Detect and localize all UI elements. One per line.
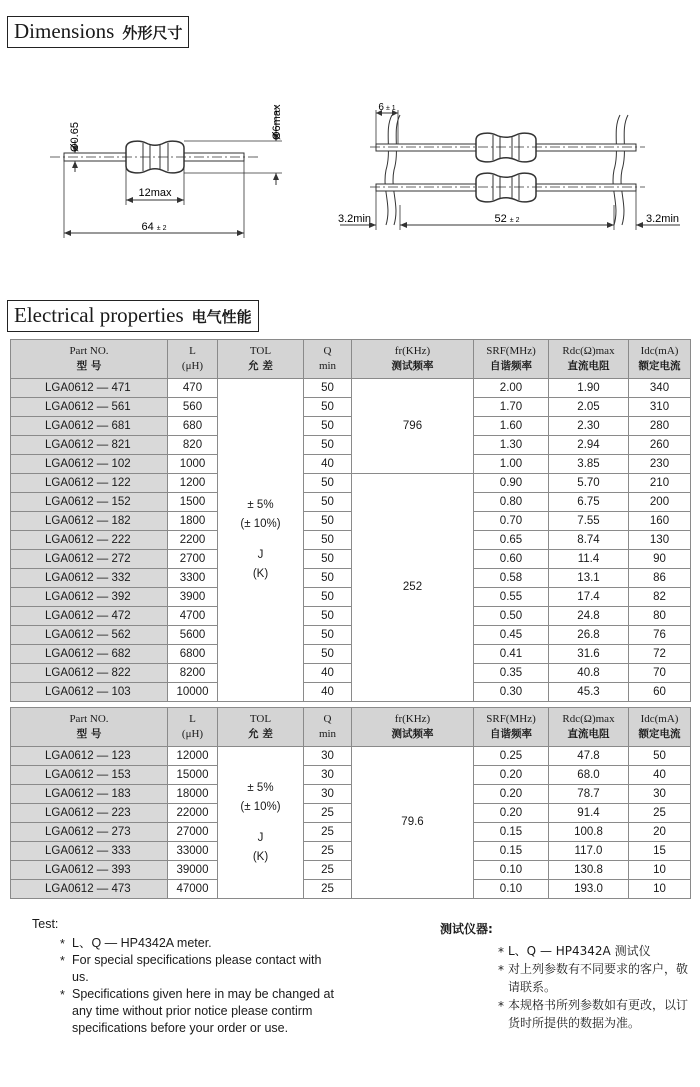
part-number-cell: LGA0612 — 182 (11, 512, 168, 531)
part-number-cell: LGA0612 — 183 (11, 785, 168, 804)
header-fr-en: fr(KHz) (394, 345, 431, 357)
header-part-zh: 型 号 (76, 728, 102, 740)
header-part (11, 340, 168, 379)
header-idc (629, 340, 691, 379)
inductance-cell: 3900 (168, 588, 218, 607)
rdc-cell: 6.75 (549, 493, 629, 512)
idc-cell: 10 (629, 861, 691, 880)
rdc-cell: 130.8 (549, 861, 629, 880)
test-note-zh-item: * L、Q — HP4342A 测试仪 (498, 942, 690, 960)
header-rdc-en: Rdc(Ω)max (562, 713, 615, 725)
header-idc-en: Idc(mA) (640, 713, 679, 725)
part-number-cell: LGA0612 — 223 (11, 804, 168, 823)
inductance-cell: 470 (168, 379, 218, 398)
tape-left-label: 3.2min (338, 213, 372, 225)
tolerance-cell (218, 747, 304, 899)
idc-cell: 210 (629, 474, 691, 493)
test-notes-list (60, 935, 334, 1037)
idc-cell: 82 (629, 588, 691, 607)
inductance-cell: 820 (168, 436, 218, 455)
part-number-cell: LGA0612 — 392 (11, 588, 168, 607)
part-number-cell: LGA0612 — 103 (11, 683, 168, 702)
total-length-label: 64 ± 2 (141, 221, 167, 233)
tolerance-line: (K) (252, 850, 269, 863)
table-row (11, 455, 691, 474)
tolerance-line: (± 10%) (240, 518, 281, 530)
table-row (11, 398, 691, 417)
rdc-cell: 8.74 (549, 531, 629, 550)
srf-cell: 0.65 (474, 531, 549, 550)
header-l-unit: (μH) (181, 728, 204, 740)
tolerance-line: (± 10%) (240, 800, 281, 813)
rdc-cell: 5.70 (549, 474, 629, 493)
q-cell: 50 (304, 398, 352, 417)
srf-cell: 0.15 (474, 823, 549, 842)
table-row (11, 861, 691, 880)
inductance-cell: 4700 (168, 607, 218, 626)
table-row (11, 474, 691, 493)
idc-cell: 20 (629, 823, 691, 842)
header-srf (474, 340, 549, 379)
table-row (11, 766, 691, 785)
spec-table-1 (10, 339, 691, 702)
part-number-cell: LGA0612 — 272 (11, 550, 168, 569)
inductance-cell: 27000 (168, 823, 218, 842)
srf-cell: 1.30 (474, 436, 549, 455)
header-srf-zh: 自谐频率 (490, 360, 532, 372)
idc-cell: 15 (629, 842, 691, 861)
rdc-cell: 26.8 (549, 626, 629, 645)
inductance-cell: 1000 (168, 455, 218, 474)
q-cell: 25 (304, 880, 352, 899)
idc-cell: 230 (629, 455, 691, 474)
srf-cell: 0.20 (474, 804, 549, 823)
header-srf-en: SRF(MHz) (486, 713, 536, 725)
table-row (11, 747, 691, 766)
tape-right-label: 3.2min (646, 213, 680, 225)
srf-cell: 0.60 (474, 550, 549, 569)
tolerance-line: J (257, 831, 264, 844)
inductance-cell: 12000 (168, 747, 218, 766)
srf-cell: 0.35 (474, 664, 549, 683)
test-notes-en (34, 916, 334, 1037)
table-row (11, 626, 691, 645)
idc-cell: 130 (629, 531, 691, 550)
header-l-en: L (189, 713, 196, 725)
part-number-cell: LGA0612 — 333 (11, 842, 168, 861)
tolerance-line: (K) (252, 568, 269, 580)
header-q-en: Q (323, 345, 332, 357)
rdc-cell: 40.8 (549, 664, 629, 683)
srf-cell: 0.41 (474, 645, 549, 664)
srf-cell: 0.30 (474, 683, 549, 702)
electrical-title-en: Electrical properties (14, 303, 184, 327)
part-number-cell: LGA0612 — 682 (11, 645, 168, 664)
header-q (304, 340, 352, 379)
test-note-item: * L、Q — HP4342A meter. (60, 935, 334, 952)
part-number-cell: LGA0612 — 472 (11, 607, 168, 626)
inductance-cell: 1800 (168, 512, 218, 531)
header-idc-zh: 额定电流 (638, 728, 681, 740)
srf-cell: 0.45 (474, 626, 549, 645)
spec-table-2 (10, 707, 691, 899)
header-q-unit: min (318, 360, 337, 372)
table-row (11, 683, 691, 702)
srf-cell: 2.00 (474, 379, 549, 398)
srf-cell: 0.20 (474, 785, 549, 804)
q-cell: 30 (304, 785, 352, 804)
idc-cell: 25 (629, 804, 691, 823)
idc-cell: 280 (629, 417, 691, 436)
rdc-cell: 78.7 (549, 785, 629, 804)
q-cell: 40 (304, 455, 352, 474)
header-fr-zh: 测试频率 (391, 360, 434, 372)
q-cell: 25 (304, 823, 352, 842)
header-rdc-zh: 直流电阻 (567, 728, 610, 740)
srf-cell: 0.20 (474, 766, 549, 785)
body-diameter-label: Ø6max (271, 104, 283, 140)
header-srf-en: SRF(MHz) (486, 345, 536, 357)
header-tol (218, 708, 304, 747)
idc-cell: 50 (629, 747, 691, 766)
spec-table-2-body (11, 747, 691, 899)
rdc-cell: 2.30 (549, 417, 629, 436)
q-cell: 50 (304, 607, 352, 626)
table-row (11, 880, 691, 899)
q-cell: 50 (304, 531, 352, 550)
inductance-cell: 18000 (168, 785, 218, 804)
table-row (11, 493, 691, 512)
rdc-cell: 68.0 (549, 766, 629, 785)
inductance-cell: 47000 (168, 880, 218, 899)
header-part-en: Part NO. (69, 345, 109, 357)
table-row (11, 645, 691, 664)
rdc-cell: 17.4 (549, 588, 629, 607)
table-row (11, 569, 691, 588)
header-tol-en: TOL (249, 345, 272, 357)
span-label: 52 ± 2 (494, 213, 520, 225)
header-part-zh: 型 号 (76, 360, 102, 372)
header-tol-zh: 允 差 (248, 360, 273, 372)
test-notes-zh-label: 测试仪器: (440, 922, 493, 936)
part-number-cell: LGA0612 — 153 (11, 766, 168, 785)
q-cell: 50 (304, 493, 352, 512)
tolerance-line: ± 5% (247, 499, 274, 511)
inductance-cell: 680 (168, 417, 218, 436)
srf-cell: 0.10 (474, 861, 549, 880)
inductance-cell: 10000 (168, 683, 218, 702)
test-note-zh-item: * 对上列参数有不同要求的客户，敬请联系。 (498, 960, 690, 996)
idc-cell: 310 (629, 398, 691, 417)
table-row (11, 607, 691, 626)
tolerance-cell (218, 379, 304, 702)
part-number-cell: LGA0612 — 821 (11, 436, 168, 455)
inductance-cell: 6800 (168, 645, 218, 664)
header-rdc-en: Rdc(Ω)max (562, 345, 615, 357)
header-fr (352, 340, 474, 379)
body-length-label: 12max (138, 187, 172, 199)
idc-cell: 10 (629, 880, 691, 899)
idc-cell: 60 (629, 683, 691, 702)
q-cell: 30 (304, 747, 352, 766)
rdc-cell: 13.1 (549, 569, 629, 588)
q-cell: 50 (304, 417, 352, 436)
table-row (11, 550, 691, 569)
header-l-en: L (189, 345, 196, 357)
test-note-zh-item: * 本规格书所列参数如有更改，以订货时所提供的数据为准。 (498, 996, 690, 1032)
inductance-cell: 33000 (168, 842, 218, 861)
srf-cell: 0.90 (474, 474, 549, 493)
srf-cell: 0.55 (474, 588, 549, 607)
table-row (11, 531, 691, 550)
rdc-cell: 31.6 (549, 645, 629, 664)
part-number-cell: LGA0612 — 123 (11, 747, 168, 766)
q-cell: 50 (304, 436, 352, 455)
inductance-cell: 8200 (168, 664, 218, 683)
idc-cell: 260 (629, 436, 691, 455)
header-rdc-zh: 直流电阻 (567, 360, 610, 372)
rdc-cell: 100.8 (549, 823, 629, 842)
q-cell: 25 (304, 861, 352, 880)
table-row (11, 785, 691, 804)
inductance-cell: 39000 (168, 861, 218, 880)
table-row (11, 588, 691, 607)
test-note-item: * Specifications given here in may be changed at any time without prior notice please contirm specifications before your order or use. (60, 986, 334, 1037)
idc-cell: 40 (629, 766, 691, 785)
table-row (11, 436, 691, 455)
dimensions-title-en: Dimensions (14, 19, 115, 43)
table-row (11, 823, 691, 842)
srf-cell: 0.15 (474, 842, 549, 861)
part-number-cell: LGA0612 — 332 (11, 569, 168, 588)
rdc-cell: 7.55 (549, 512, 629, 531)
part-number-cell: LGA0612 — 152 (11, 493, 168, 512)
test-frequency-cell: 252 (352, 474, 474, 702)
idc-cell: 76 (629, 626, 691, 645)
rdc-cell: 193.0 (549, 880, 629, 899)
idc-cell: 200 (629, 493, 691, 512)
part-number-cell: LGA0612 — 822 (11, 664, 168, 683)
tolerance-line: J (257, 549, 264, 561)
test-notes-label: Test: (32, 917, 59, 931)
electrical-title-zh: 电气性能 (191, 308, 252, 326)
srf-cell: 1.70 (474, 398, 549, 417)
srf-cell: 1.60 (474, 417, 549, 436)
test-notes-zh (440, 920, 690, 1032)
pitch-label: 6 ± 1 (378, 102, 396, 113)
header-l (168, 340, 218, 379)
rdc-cell: 11.4 (549, 550, 629, 569)
header-idc-zh: 额定电流 (638, 360, 681, 372)
idc-cell: 30 (629, 785, 691, 804)
header-idc (629, 708, 691, 747)
part-number-cell: LGA0612 — 473 (11, 880, 168, 899)
q-cell: 50 (304, 569, 352, 588)
inductance-cell: 3300 (168, 569, 218, 588)
part-number-cell: LGA0612 — 471 (11, 379, 168, 398)
part-number-cell: LGA0612 — 561 (11, 398, 168, 417)
header-tol-zh: 允 差 (248, 728, 273, 740)
inductance-cell: 560 (168, 398, 218, 417)
rdc-cell: 117.0 (549, 842, 629, 861)
inductance-cell: 5600 (168, 626, 218, 645)
rdc-cell: 2.05 (549, 398, 629, 417)
table-header-row (11, 340, 691, 379)
header-q-en: Q (323, 713, 332, 725)
inductance-cell: 15000 (168, 766, 218, 785)
test-frequency-cell: 796 (352, 379, 474, 474)
spec-table-1-body (11, 379, 691, 702)
header-l (168, 708, 218, 747)
inductance-cell: 2700 (168, 550, 218, 569)
table-row (11, 804, 691, 823)
rdc-cell: 3.85 (549, 455, 629, 474)
q-cell: 50 (304, 474, 352, 493)
rdc-cell: 1.90 (549, 379, 629, 398)
lead-diameter-label: Ø0.65 (69, 122, 81, 152)
q-cell: 30 (304, 766, 352, 785)
single-inductor-drawing (0, 90, 300, 250)
srf-cell: 1.00 (474, 455, 549, 474)
header-tol (218, 340, 304, 379)
test-note-item: * For special specifications please contact with us. (60, 952, 334, 986)
rdc-cell: 2.94 (549, 436, 629, 455)
table-row (11, 842, 691, 861)
idc-cell: 90 (629, 550, 691, 569)
q-cell: 50 (304, 626, 352, 645)
header-rdc (549, 340, 629, 379)
header-fr (352, 708, 474, 747)
rdc-cell: 47.8 (549, 747, 629, 766)
part-number-cell: LGA0612 — 122 (11, 474, 168, 493)
q-cell: 50 (304, 588, 352, 607)
table-row (11, 379, 691, 398)
q-cell: 50 (304, 645, 352, 664)
table-header-row (11, 708, 691, 747)
header-part (11, 708, 168, 747)
header-idc-en: Idc(mA) (640, 345, 679, 357)
header-fr-zh: 测试频率 (391, 728, 434, 740)
q-cell: 25 (304, 804, 352, 823)
table-row (11, 664, 691, 683)
dimensions-title-zh: 外形尺寸 (122, 24, 183, 42)
header-l-unit: (μH) (181, 360, 204, 372)
part-number-cell: LGA0612 — 562 (11, 626, 168, 645)
inductance-cell: 1500 (168, 493, 218, 512)
idc-cell: 86 (629, 569, 691, 588)
idc-cell: 340 (629, 379, 691, 398)
part-number-cell: LGA0612 — 681 (11, 417, 168, 436)
q-cell: 50 (304, 550, 352, 569)
srf-cell: 0.50 (474, 607, 549, 626)
q-cell: 25 (304, 842, 352, 861)
idc-cell: 70 (629, 664, 691, 683)
idc-cell: 80 (629, 607, 691, 626)
electrical-title (7, 300, 259, 332)
inductance-cell: 1200 (168, 474, 218, 493)
rdc-cell: 91.4 (549, 804, 629, 823)
srf-cell: 0.70 (474, 512, 549, 531)
idc-cell: 72 (629, 645, 691, 664)
header-srf-zh: 自谐频率 (490, 728, 532, 740)
inductance-cell: 22000 (168, 804, 218, 823)
header-q-unit: min (318, 728, 337, 740)
test-frequency-cell: 79.6 (352, 747, 474, 899)
srf-cell: 0.80 (474, 493, 549, 512)
table-row (11, 512, 691, 531)
idc-cell: 160 (629, 512, 691, 531)
table-row (11, 417, 691, 436)
header-fr-en: fr(KHz) (394, 713, 431, 725)
srf-cell: 0.25 (474, 747, 549, 766)
header-tol-en: TOL (249, 713, 272, 725)
srf-cell: 0.10 (474, 880, 549, 899)
header-rdc (549, 708, 629, 747)
part-number-cell: LGA0612 — 273 (11, 823, 168, 842)
part-number-cell: LGA0612 — 102 (11, 455, 168, 474)
part-number-cell: LGA0612 — 393 (11, 861, 168, 880)
dimensions-title (7, 16, 189, 48)
rdc-cell: 45.3 (549, 683, 629, 702)
q-cell: 50 (304, 379, 352, 398)
inductance-cell: 2200 (168, 531, 218, 550)
part-number-cell: LGA0612 — 222 (11, 531, 168, 550)
q-cell: 50 (304, 512, 352, 531)
q-cell: 40 (304, 664, 352, 683)
q-cell: 40 (304, 683, 352, 702)
header-part-en: Part NO. (69, 713, 109, 725)
taped-inductor-drawing (320, 90, 700, 250)
test-notes-zh-list (498, 942, 690, 1032)
header-q (304, 708, 352, 747)
srf-cell: 0.58 (474, 569, 549, 588)
rdc-cell: 24.8 (549, 607, 629, 626)
tolerance-line: ± 5% (247, 781, 274, 794)
header-srf (474, 708, 549, 747)
